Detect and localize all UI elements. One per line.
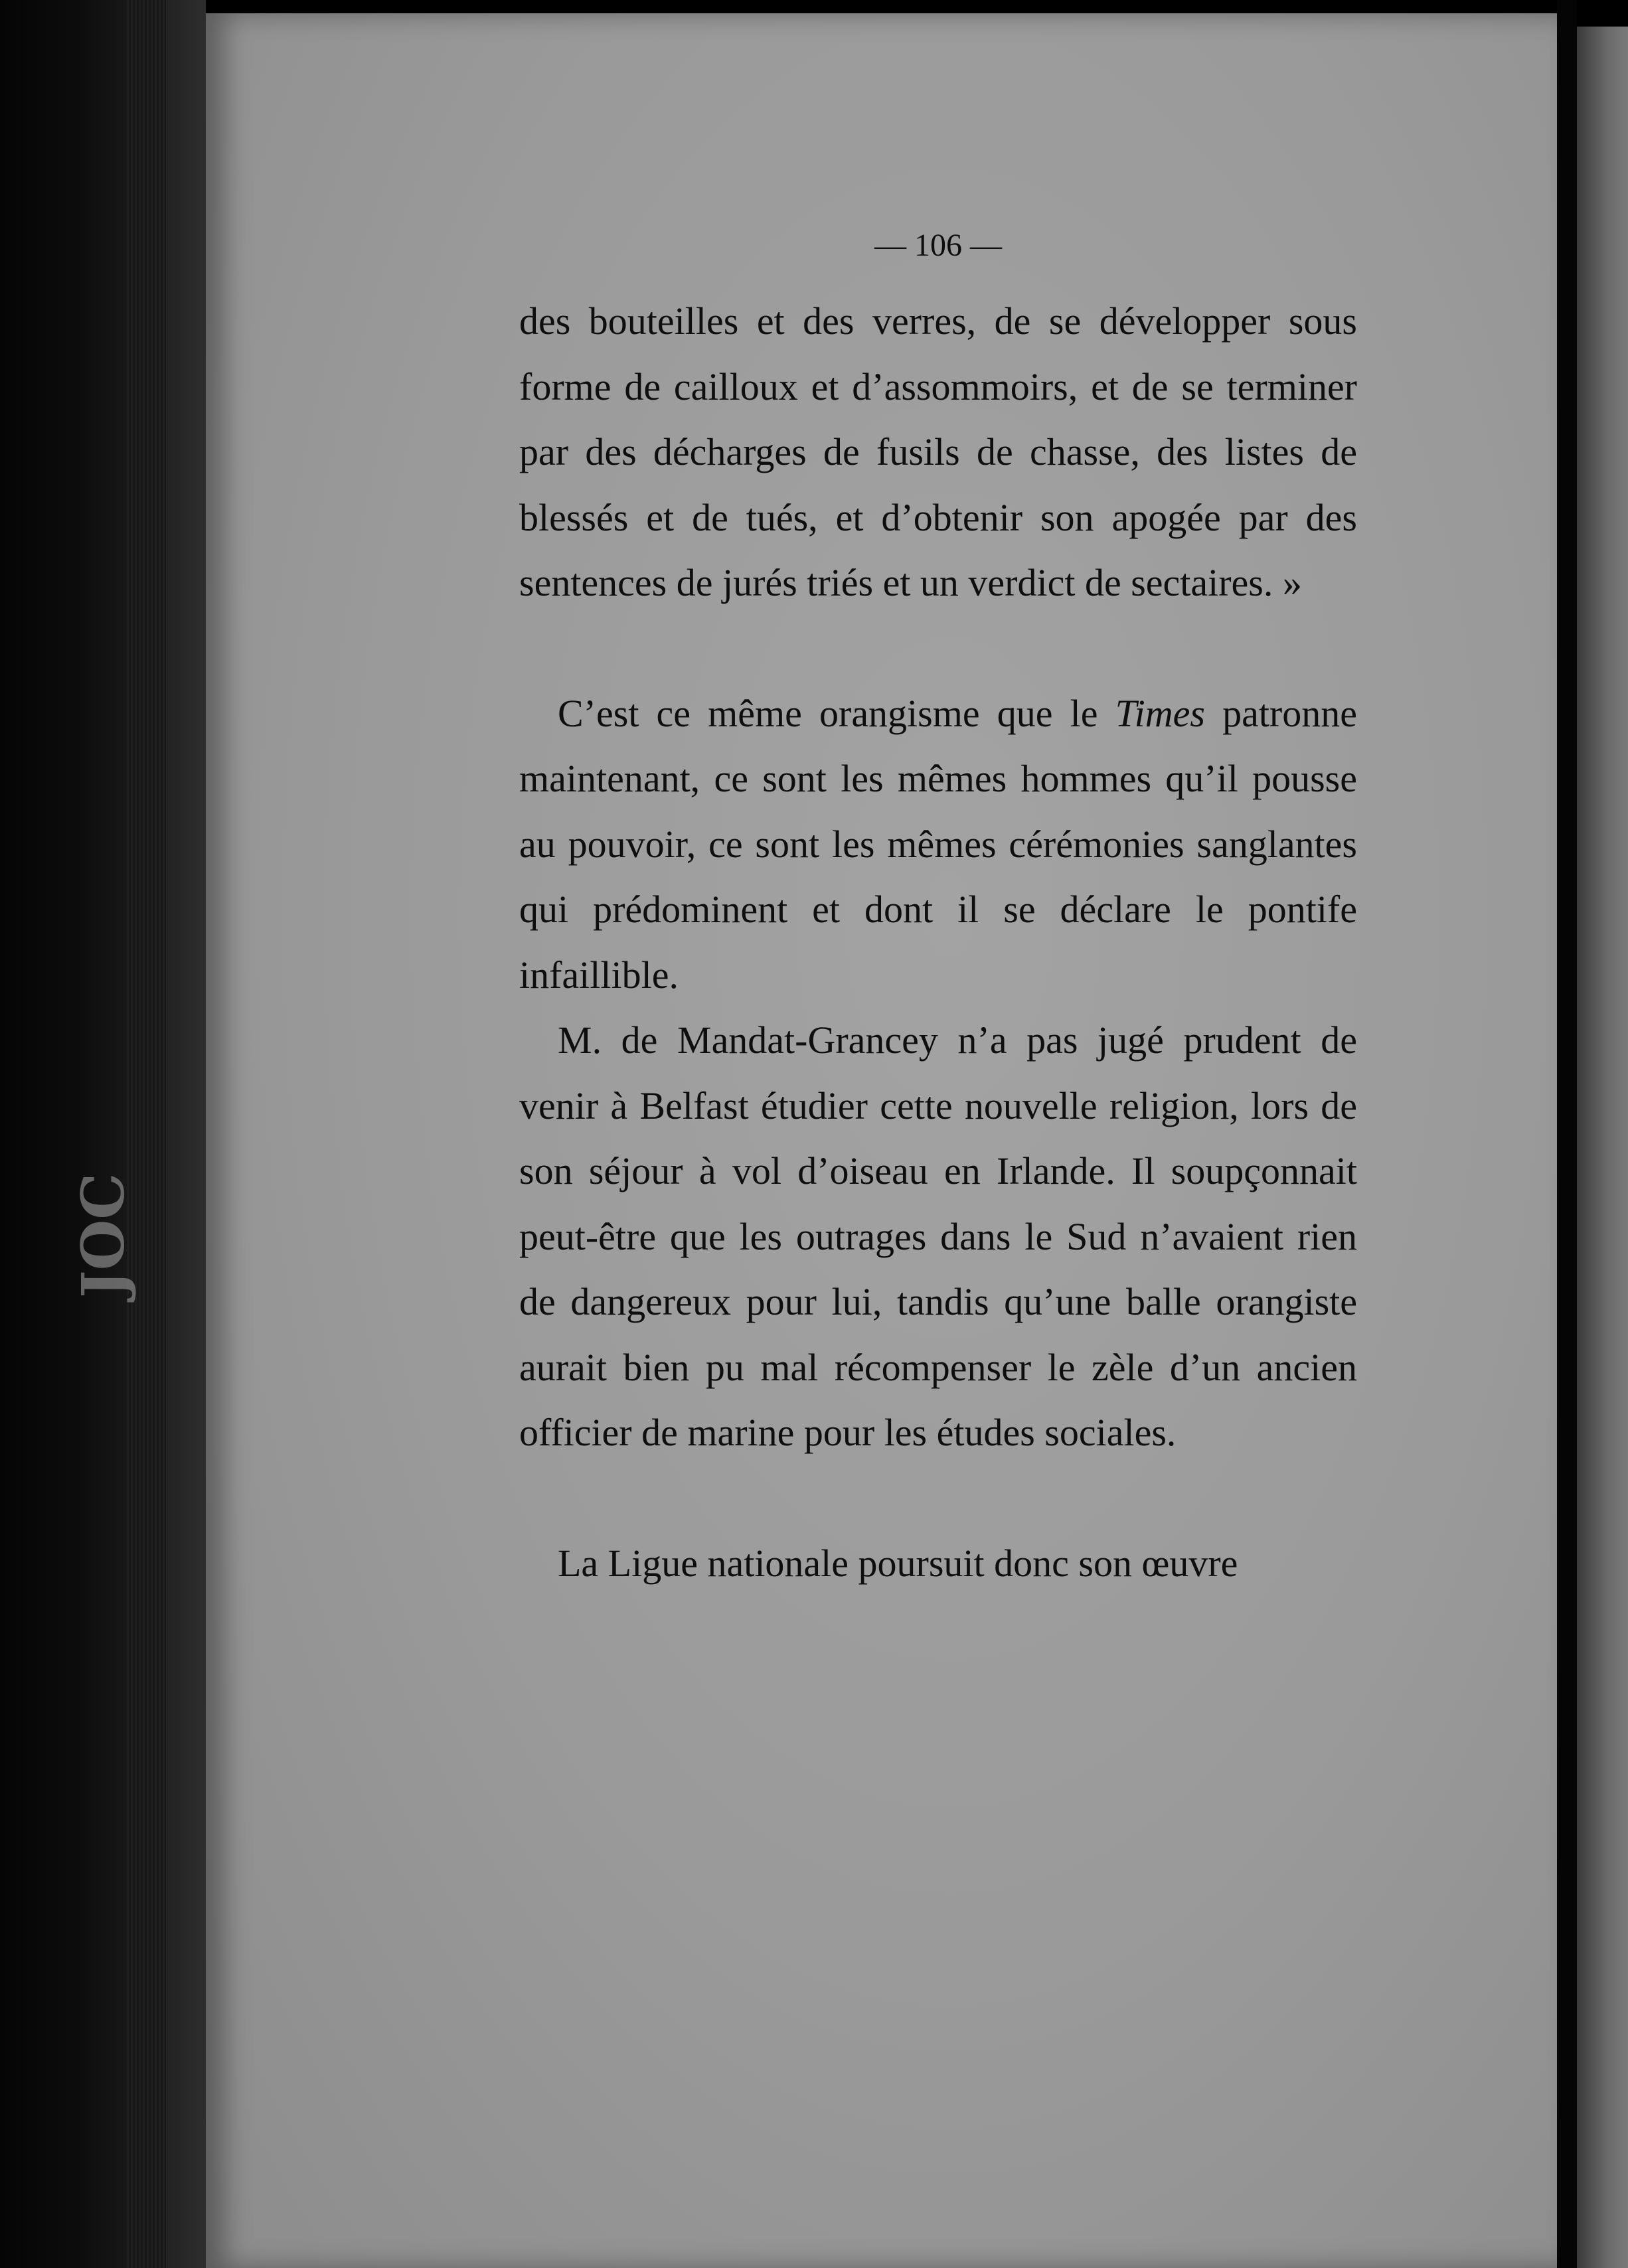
paragraph-2 xyxy=(519,681,1357,1009)
paragraph-gap xyxy=(519,1466,1357,1531)
paragraph-2-after: patronne maintenant, ce sont les mêmes hommes qu’il pousse au pouvoir, ce sont les mêmes cérémonies sanglantes qui prédominent et dont il se déclare le pontife infaillible. xyxy=(519,691,1357,997)
paragraph-3: M. de Mandat-Grancey n’a pas jugé prudent de venir à Belfast étudier cette nouvelle religion, lors de son séjour à vol d’oiseau en Irlande. Il soupçonnait peut-être que les outrages dans le Sud n’avaient rien de dangereux pour lui, tandis qu’une balle orangiste aurait bien pu mal récompenser le zèle d’un ancien officier de marine pour les études sociales. xyxy=(519,1018,1357,1454)
book-binding xyxy=(0,0,206,2268)
newspaper-title: Times xyxy=(1115,691,1205,735)
page-number: — 106 — xyxy=(874,228,1002,263)
gutter-shadow xyxy=(1557,0,1577,2268)
paragraph-1: des bouteilles et des verres, de se développer sous forme de cailloux et d’assommoirs, et de se terminer par des décharges de fusils de chasse, des listes de blessés et de tués, et d’obtenir son apogée par des sentences de jurés triés et un verdict de sectaires. » xyxy=(519,299,1357,604)
body-text xyxy=(519,226,1357,1596)
paragraph-4: La Ligue nationale poursuit donc son œuvre xyxy=(558,1541,1238,1585)
paragraph-2-before: C’est ce même orangisme que le xyxy=(558,691,1115,735)
adjacent-page-edge xyxy=(1577,27,1628,2268)
binding-edge xyxy=(126,0,166,2268)
paragraph-gap xyxy=(519,616,1357,681)
